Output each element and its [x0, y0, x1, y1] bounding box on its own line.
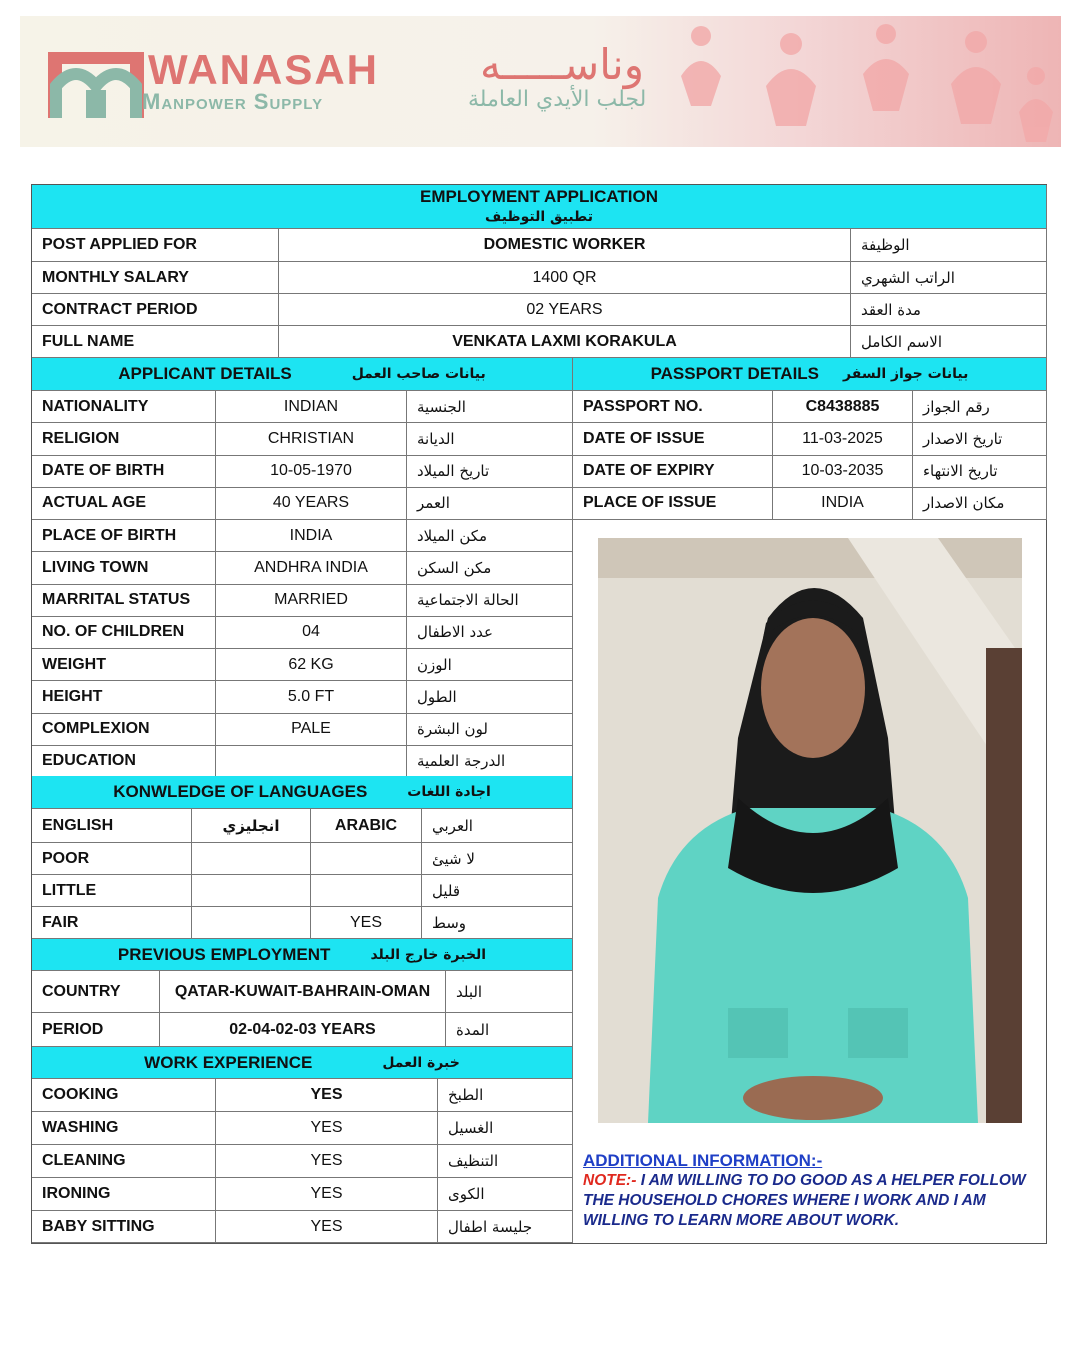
language-level-label: LITTLE — [32, 875, 192, 907]
applicant-field-label-ar: مكن السكن — [407, 552, 573, 584]
note-text: I AM WILLING TO DO GOOD AS A HELPER FOLLOW THE HOUSEHOLD CHORES WHERE I WORK AND I AM WILLING TO LEARN MORE ABOUT WORK. — [583, 1172, 1026, 1229]
applicant-field-value — [216, 746, 407, 778]
applicant-field-label: DATE OF BIRTH — [32, 456, 216, 488]
passport-field-label-ar: تاريخ الاصدار — [913, 423, 1047, 455]
applicant-field-label-ar: لون البشرة — [407, 714, 573, 746]
work-skill-label: CLEANING — [32, 1145, 216, 1178]
prev-period-label: PERIOD — [32, 1013, 160, 1047]
letterhead — [20, 16, 1061, 147]
applicant-field-value: ANDHRA INDIA — [216, 552, 407, 584]
applicant-field-value: INDIA — [216, 520, 407, 552]
language-level-label-ar: قليل — [422, 875, 573, 907]
language-english-level — [192, 907, 311, 939]
language-arabic-level: YES — [311, 907, 422, 939]
language-arabic-label: ARABIC — [311, 809, 422, 843]
passport-field-value: INDIA — [773, 488, 913, 520]
employment-application-form — [31, 184, 1047, 1244]
previous-employment-heading — [32, 939, 573, 971]
post-label-ar: الوظيفة — [851, 229, 1047, 262]
additional-information — [573, 1145, 1047, 1244]
passport-field-label-ar: مكان الاصدار — [913, 488, 1047, 520]
applicant-details-heading — [32, 358, 573, 391]
form-title — [32, 185, 1047, 229]
work-skill-label-ar: الغسيل — [438, 1112, 573, 1145]
additional-information-title: ADDITIONAL INFORMATION:- — [583, 1151, 823, 1170]
language-english-label: ENGLISH — [32, 809, 192, 843]
previous-employment-heading-ar: الخبرة خارج البلد — [370, 946, 487, 963]
applicant-field-value: 10-05-1970 — [216, 456, 407, 488]
fullname-value: VENKATA LAXMI KORAKULA — [279, 326, 851, 358]
contract-label-ar: مدة العقد — [851, 294, 1047, 326]
passport-field-value: C8438885 — [773, 391, 913, 423]
language-level-label-ar: لا شيئ — [422, 843, 573, 875]
languages-heading-en: KONWLEDGE OF LANGUAGES — [113, 782, 368, 801]
applicant-field-label: HEIGHT — [32, 681, 216, 713]
passport-field-label: PLACE OF ISSUE — [573, 488, 773, 520]
applicant-field-label: NO. OF CHILDREN — [32, 617, 216, 649]
passport-field-value: 11-03-2025 — [773, 423, 913, 455]
post-label: POST APPLIED FOR — [32, 229, 279, 262]
work-skill-value: YES — [216, 1178, 438, 1211]
note-prefix: NOTE:- — [583, 1172, 637, 1189]
languages-heading — [32, 776, 573, 809]
passport-field-label-ar: رقم الجواز — [913, 391, 1047, 423]
wanasah-logo-icon — [46, 46, 146, 126]
language-level-label: POOR — [32, 843, 192, 875]
work-skill-label: WASHING — [32, 1112, 216, 1145]
applicant-field-label-ar: الحالة الاجتماعية — [407, 585, 573, 617]
applicant-field-value: MARRIED — [216, 585, 407, 617]
applicant-field-label-ar: عدد الاطفال — [407, 617, 573, 649]
work-skill-label-ar: الكوى — [438, 1178, 573, 1211]
brand-name-ar: وناســـــه — [480, 40, 645, 89]
prev-country-label-ar: البلد — [446, 971, 573, 1013]
passport-field-label: DATE OF EXPIRY — [573, 456, 773, 488]
prev-country-label: COUNTRY — [32, 971, 160, 1013]
language-arabic-level — [311, 875, 422, 907]
tagline-en: Manpower Supply — [142, 89, 324, 114]
work-skill-label: IRONING — [32, 1178, 216, 1211]
work-skill-label: COOKING — [32, 1079, 216, 1112]
applicant-details-heading-en: APPLICANT DETAILS — [118, 364, 292, 383]
applicant-field-value: 5.0 FT — [216, 681, 407, 713]
applicant-photo — [598, 538, 1022, 1123]
applicant-field-label: WEIGHT — [32, 649, 216, 681]
language-english-label-ar: انجليزي — [192, 809, 311, 843]
work-experience-heading-en: WORK EXPERIENCE — [144, 1052, 313, 1072]
salary-label: MONTHLY SALARY — [32, 262, 279, 294]
contract-label: CONTRACT PERIOD — [32, 294, 279, 326]
languages-heading-ar: اجادة اللغات — [407, 784, 491, 800]
work-skill-value: YES — [216, 1211, 438, 1243]
tagline-ar: لجلب الأيدي العاملة — [468, 87, 647, 112]
passport-field-label: DATE OF ISSUE — [573, 423, 773, 455]
work-skill-value: YES — [216, 1112, 438, 1145]
fullname-label-ar: الاسم الكامل — [851, 326, 1047, 358]
work-skill-value: YES — [216, 1079, 438, 1112]
language-level-label-ar: وسط — [422, 907, 573, 939]
prev-period-label-ar: المدة — [446, 1013, 573, 1047]
applicant-field-value: 40 YEARS — [216, 488, 407, 520]
applicant-details-heading-ar: بيانات صاحب العمل — [351, 366, 486, 382]
applicant-field-label: ACTUAL AGE — [32, 488, 216, 520]
applicant-field-label-ar: الطول — [407, 681, 573, 713]
applicant-field-label-ar: الوزن — [407, 649, 573, 681]
work-experience-heading — [32, 1047, 573, 1079]
contract-value: 02 YEARS — [279, 294, 851, 326]
work-skill-label: BABY SITTING — [32, 1211, 216, 1243]
form-title-ar: تطبيق التوظيف — [485, 208, 593, 225]
people-figures-decoration — [641, 16, 1061, 147]
form-title-en: EMPLOYMENT APPLICATION — [420, 186, 658, 206]
applicant-field-value: PALE — [216, 714, 407, 746]
applicant-field-label-ar: الدرجة العلمية — [407, 746, 573, 778]
applicant-field-label: PLACE OF BIRTH — [32, 520, 216, 552]
language-arabic-level — [311, 843, 422, 875]
work-skill-value: YES — [216, 1145, 438, 1178]
passport-details-heading — [573, 358, 1047, 391]
passport-field-label: PASSPORT NO. — [573, 391, 773, 423]
passport-details-heading-en: PASSPORT DETAILS — [650, 364, 820, 383]
work-skill-label-ar: التنظيف — [438, 1145, 573, 1178]
applicant-field-value: INDIAN — [216, 391, 407, 423]
applicant-field-label: NATIONALITY — [32, 391, 216, 423]
applicant-field-label: LIVING TOWN — [32, 552, 216, 584]
salary-value: 1400 QR — [279, 262, 851, 294]
applicant-field-label: COMPLEXION — [32, 714, 216, 746]
fullname-label: FULL NAME — [32, 326, 279, 358]
language-arabic-label-ar: العربي — [422, 809, 573, 843]
language-english-level — [192, 843, 311, 875]
applicant-field-label-ar: العمر — [407, 488, 573, 520]
applicant-photo-illustration — [598, 538, 1022, 1123]
passport-field-value: 10-03-2035 — [773, 456, 913, 488]
work-skill-label-ar: جليسة اطفال — [438, 1211, 573, 1243]
applicant-field-value: 62 KG — [216, 649, 407, 681]
post-value: DOMESTIC WORKER — [279, 229, 851, 262]
applicant-field-label-ar: الديانة — [407, 423, 573, 455]
previous-employment-heading-en: PREVIOUS EMPLOYMENT — [117, 944, 331, 964]
applicant-field-label-ar: تاريخ الميلاد — [407, 456, 573, 488]
prev-country-value: QATAR-KUWAIT-BAHRAIN-OMAN — [160, 971, 446, 1013]
applicant-field-value: CHRISTIAN — [216, 423, 407, 455]
work-skill-label-ar: الطبخ — [438, 1079, 573, 1112]
language-english-level — [192, 875, 311, 907]
work-experience-heading-ar: خبرة العمل — [382, 1054, 460, 1071]
applicant-field-label: MARRITAL STATUS — [32, 585, 216, 617]
prev-period-value: 02-04-02-03 YEARS — [160, 1013, 446, 1047]
brand-name-en: WANASAH — [148, 46, 379, 93]
applicant-field-label: EDUCATION — [32, 746, 216, 778]
applicant-field-label-ar: الجنسية — [407, 391, 573, 423]
applicant-field-label: RELIGION — [32, 423, 216, 455]
additional-information-note — [583, 1171, 1037, 1231]
salary-label-ar: الراتب الشهري — [851, 262, 1047, 294]
applicant-field-label-ar: مكن الميلاد — [407, 520, 573, 552]
passport-details-heading-ar: بيانات جواز السفر — [843, 366, 969, 382]
passport-field-label-ar: تاريخ الانتهاء — [913, 456, 1047, 488]
applicant-field-value: 04 — [216, 617, 407, 649]
language-level-label: FAIR — [32, 907, 192, 939]
